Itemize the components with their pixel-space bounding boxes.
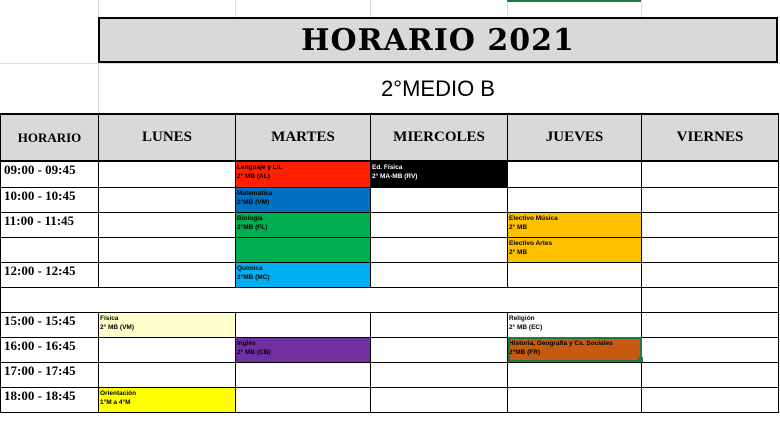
header-row — [1, 114, 779, 161]
sheet-gridline — [370, 0, 371, 17]
class-cell-quimica[interactable] — [236, 262, 371, 287]
group-label: 2° MB (AL) — [237, 173, 270, 180]
group-label: 2° MA-MB (RV) — [372, 173, 418, 180]
subject-name: Matemática — [237, 189, 273, 197]
group-label: 2°MB (MC) — [237, 273, 270, 281]
header-miercoles[interactable]: MIERCOLES — [371, 114, 508, 161]
table-row — [1, 262, 779, 287]
time-cell[interactable]: 09:00 - 09:45 — [1, 161, 99, 187]
subject-name: Electivo Música — [509, 214, 558, 222]
empty-cell[interactable] — [508, 362, 642, 387]
time-cell[interactable]: 10:00 - 10:45 — [1, 187, 99, 212]
class-cell-ingles[interactable] — [236, 337, 371, 362]
group-label: 2° MB (EC) — [509, 323, 543, 331]
empty-cell[interactable] — [508, 387, 642, 412]
empty-cell[interactable] — [99, 187, 236, 212]
subject-name: Electivo Artes — [509, 239, 553, 247]
time-cell[interactable]: 17:00 - 17:45 — [1, 362, 99, 387]
table-row — [1, 337, 779, 362]
empty-cell[interactable] — [508, 262, 642, 287]
subject-name: Lenguaje y Lit. — [237, 164, 283, 171]
time-cell[interactable]: 15:00 - 15:45 — [1, 312, 99, 337]
empty-cell[interactable] — [371, 212, 508, 237]
class-cell-matematica[interactable] — [236, 187, 371, 212]
empty-cell[interactable] — [99, 262, 236, 287]
empty-cell[interactable] — [236, 387, 371, 412]
table-row — [1, 212, 779, 237]
header-jueves[interactable]: JUEVES — [508, 114, 642, 161]
empty-cell[interactable] — [642, 161, 779, 187]
empty-cell[interactable] — [371, 387, 508, 412]
class-subtitle: 2°MEDIO B — [381, 76, 495, 101]
group-label: 2° MB — [509, 223, 528, 231]
time-cell[interactable]: 16:00 - 16:45 — [1, 337, 99, 362]
empty-cell[interactable] — [236, 362, 371, 387]
break-cell[interactable] — [1, 287, 642, 312]
break-row — [1, 287, 779, 312]
subject-name: Orientación — [100, 389, 137, 397]
time-cell[interactable] — [1, 237, 99, 262]
fill-handle[interactable] — [638, 357, 643, 362]
empty-cell[interactable] — [371, 362, 508, 387]
empty-cell[interactable] — [371, 262, 508, 287]
empty-cell[interactable] — [642, 387, 779, 412]
class-cell-ed-fisica[interactable] — [371, 161, 508, 187]
empty-cell[interactable] — [99, 161, 236, 187]
schedule-table — [0, 113, 779, 413]
sheet-gridline — [507, 0, 508, 17]
class-cell-electivo-musica[interactable] — [508, 212, 642, 237]
group-label: 2°MB (VM) — [237, 198, 270, 206]
header-lunes[interactable]: LUNES — [99, 114, 236, 161]
subject-name: Física — [100, 314, 119, 322]
time-cell[interactable]: 18:00 - 18:45 — [1, 387, 99, 412]
empty-cell[interactable] — [371, 187, 508, 212]
table-row — [1, 161, 779, 187]
group-label: 1°M a 4°M — [100, 398, 131, 406]
table-row — [1, 312, 779, 337]
class-cell-religion[interactable] — [508, 312, 642, 337]
sheet-gridline — [0, 63, 780, 64]
empty-cell[interactable] — [642, 362, 779, 387]
empty-cell[interactable] — [642, 287, 779, 312]
class-cell-historia[interactable] — [508, 337, 642, 362]
class-cell-electivo-artes[interactable] — [508, 237, 642, 262]
empty-cell[interactable] — [99, 237, 236, 262]
header-horario[interactable]: HORARIO — [1, 114, 99, 161]
subject-name: Historia, Geografía y Cs. Sociales — [509, 339, 613, 347]
table-row — [1, 187, 779, 212]
class-cell-biologia[interactable] — [236, 212, 371, 237]
subject-name: Ed. Física — [372, 164, 403, 171]
subject-name: Biología — [237, 214, 263, 222]
header-martes[interactable]: MARTES — [236, 114, 371, 161]
empty-cell[interactable] — [508, 161, 642, 187]
group-label: 2°MB (FL) — [237, 223, 268, 231]
schedule-title: HORARIO 2021 — [98, 17, 778, 63]
empty-cell[interactable] — [642, 212, 779, 237]
subject-name: Inglés — [237, 339, 256, 347]
subject-name: Química — [237, 264, 263, 272]
empty-cell[interactable] — [642, 312, 779, 337]
group-label: 2° MB — [509, 248, 528, 256]
sheet-gridline — [235, 0, 236, 17]
time-cell[interactable]: 12:00 - 12:45 — [1, 262, 99, 287]
group-label: 2°MB (FR) — [509, 348, 541, 356]
class-cell-fisica[interactable] — [99, 312, 236, 337]
class-cell-orientacion[interactable] — [99, 387, 236, 412]
empty-cell[interactable] — [508, 187, 642, 212]
table-row — [1, 362, 779, 387]
group-label: 2° MB (VM) — [100, 323, 135, 331]
sheet-gridline — [641, 0, 642, 17]
empty-cell[interactable] — [642, 337, 779, 362]
empty-cell[interactable] — [642, 187, 779, 212]
group-label: 2° MB (CB) — [237, 348, 271, 356]
empty-cell[interactable] — [642, 262, 779, 287]
column-selection-indicator — [507, 0, 641, 2]
subject-name: Religión — [509, 314, 535, 322]
time-cell[interactable]: 11:00 - 11:45 — [1, 212, 99, 237]
empty-cell[interactable] — [99, 337, 236, 362]
empty-cell[interactable] — [371, 312, 508, 337]
empty-cell[interactable] — [371, 337, 508, 362]
table-row — [1, 237, 779, 262]
table-row — [1, 387, 779, 412]
empty-cell[interactable] — [371, 237, 508, 262]
header-viernes[interactable]: VIERNES — [642, 114, 779, 161]
class-cell-biologia-cont[interactable] — [236, 237, 371, 262]
empty-cell[interactable] — [99, 362, 236, 387]
empty-cell[interactable] — [99, 212, 236, 237]
empty-cell[interactable] — [236, 312, 371, 337]
class-cell-lenguaje[interactable] — [236, 161, 371, 187]
empty-cell[interactable] — [642, 237, 779, 262]
